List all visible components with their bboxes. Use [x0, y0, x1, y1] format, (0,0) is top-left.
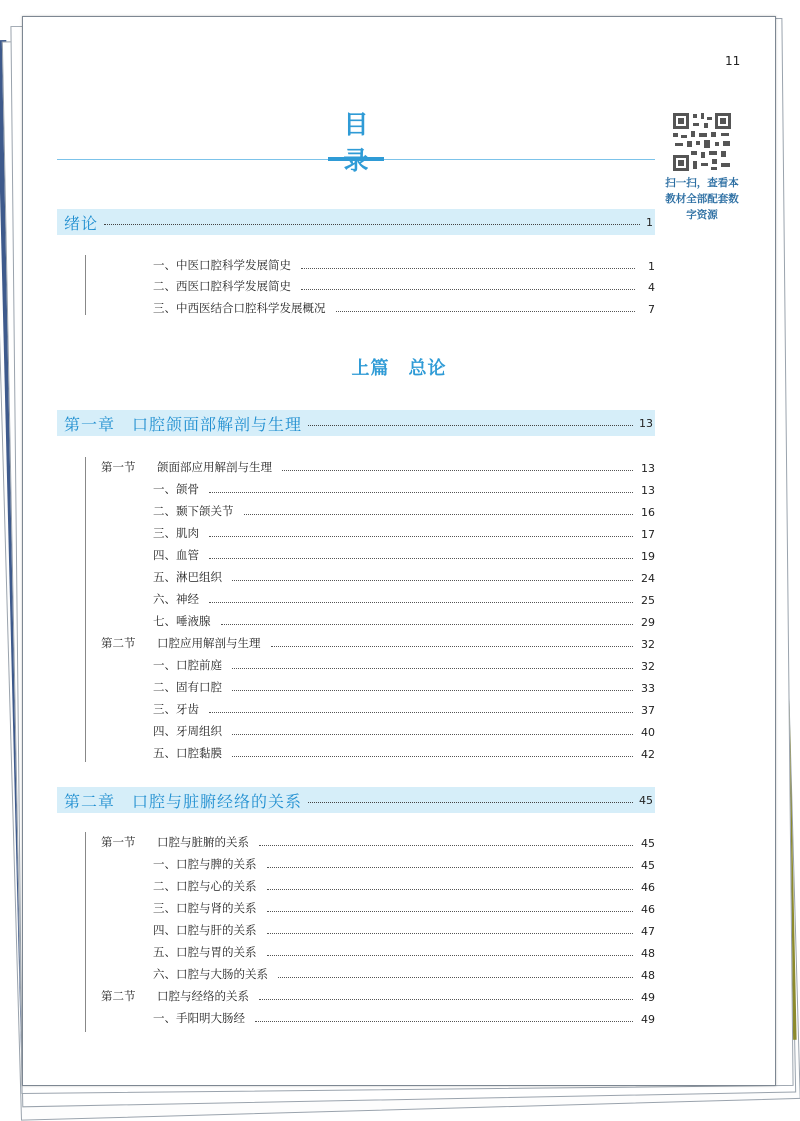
toc-section-entry[interactable] [101, 832, 655, 850]
entry-label: 六、神经 [153, 592, 199, 606]
leader-dots [336, 311, 636, 312]
section-number: 第二节 [101, 989, 136, 1003]
entry-page: 49 [641, 991, 655, 1004]
toc-entry[interactable] [153, 567, 655, 585]
toc-entry[interactable] [153, 699, 655, 717]
toc-entry[interactable] [153, 589, 655, 607]
toc-entry[interactable] [153, 964, 655, 982]
entry-label: 三、牙齿 [153, 702, 199, 716]
part-title: 上篇 总论 [351, 358, 447, 379]
leader-dots [209, 712, 633, 713]
leader-dots [308, 802, 633, 803]
section-label: 口腔与经络的关系 [157, 989, 249, 1003]
toc-section-entry[interactable] [101, 986, 655, 1004]
entry-page: 25 [641, 594, 655, 607]
intro-heading[interactable] [57, 209, 655, 235]
entry-label: 一、中医口腔科学发展简史 [153, 258, 291, 272]
chapter-page: 45 [639, 793, 653, 807]
leader-dots [278, 977, 633, 978]
leader-dots [267, 911, 634, 912]
toc-section-entry[interactable] [101, 633, 655, 651]
toc-entry[interactable] [153, 920, 655, 938]
entry-label: 一、口腔与脾的关系 [153, 857, 257, 871]
page-title: 目 [343, 110, 383, 139]
entry-label: 二、西医口腔科学发展简史 [153, 279, 291, 293]
entry-page: 4 [648, 281, 655, 294]
toc-entry[interactable] [153, 276, 655, 294]
leader-dots [232, 734, 633, 735]
entry-page: 49 [641, 1013, 655, 1026]
leader-dots [267, 933, 634, 934]
chapter-heading[interactable] [57, 787, 655, 813]
toc-section-entry[interactable] [101, 457, 655, 475]
entry-page: 17 [641, 528, 655, 541]
leader-dots [259, 845, 633, 846]
entry-label: 四、牙周组织 [153, 724, 222, 738]
toc-entry[interactable] [153, 545, 655, 563]
chapter-heading[interactable] [57, 410, 655, 436]
intro-title: 绪论 [64, 213, 99, 233]
leader-dots [232, 690, 633, 691]
toc-entry[interactable] [153, 876, 655, 894]
entry-page: 47 [641, 925, 655, 938]
section-number: 第一节 [101, 835, 136, 849]
leader-dots [255, 1021, 633, 1022]
toc-entry[interactable] [153, 677, 655, 695]
leader-dots [209, 492, 633, 493]
leader-dots [221, 624, 634, 625]
section-number: 第一节 [101, 460, 136, 474]
entry-label: 四、血管 [153, 548, 199, 562]
leader-dots [232, 580, 633, 581]
entry-page: 16 [641, 506, 655, 519]
entry-page: 7 [648, 303, 655, 316]
bracket-line [85, 832, 86, 1032]
entry-page: 46 [641, 903, 655, 916]
entry-label: 三、肌肉 [153, 526, 199, 540]
entry-label: 四、口腔与肝的关系 [153, 923, 257, 937]
entry-label: 三、口腔与肾的关系 [153, 901, 257, 915]
bracket-line [85, 255, 86, 315]
entry-page: 19 [641, 550, 655, 563]
entry-page: 1 [648, 260, 655, 273]
entry-page: 33 [641, 682, 655, 695]
toc-page [22, 16, 776, 1086]
entry-page: 37 [641, 704, 655, 717]
chapter-title: 第一章 口腔颌面部解剖与生理 [64, 414, 303, 434]
entry-label: 五、口腔与胃的关系 [153, 945, 257, 959]
toc-entry[interactable] [153, 655, 655, 673]
leader-dots [301, 289, 635, 290]
entry-page: 32 [641, 638, 655, 651]
entry-page: 13 [641, 484, 655, 497]
leader-dots [267, 955, 634, 956]
leader-dots [282, 470, 633, 471]
section-label: 口腔应用解剖与生理 [157, 636, 261, 650]
entry-label: 二、颞下颌关节 [153, 504, 234, 518]
entry-page: 24 [641, 572, 655, 585]
chapter-page: 13 [639, 416, 653, 430]
entry-label: 三、中西医结合口腔科学发展概况 [153, 301, 326, 315]
qr-caption: 扫一扫，查看本教材全部配套数字资源 [665, 177, 739, 221]
entry-page: 45 [641, 859, 655, 872]
entry-page: 45 [641, 837, 655, 850]
leader-dots [104, 224, 640, 225]
leader-dots [232, 756, 633, 757]
toc-entry[interactable] [153, 255, 655, 273]
qr-code[interactable] [671, 111, 733, 173]
entry-page: 29 [641, 616, 655, 629]
entry-label: 二、口腔与心的关系 [153, 879, 257, 893]
leader-dots [267, 889, 634, 890]
entry-label: 一、手阳明大肠经 [153, 1011, 245, 1025]
entry-page: 48 [641, 969, 655, 982]
page-number: 11 [725, 54, 741, 68]
leader-dots [308, 425, 633, 426]
section-label: 口腔与脏腑的关系 [157, 835, 249, 849]
entry-page: 13 [641, 462, 655, 475]
leader-dots [209, 558, 633, 559]
entry-label: 六、口腔与大肠的关系 [153, 967, 268, 981]
leader-dots [209, 602, 633, 603]
entry-label: 五、淋巴组织 [153, 570, 222, 584]
entry-page: 32 [641, 660, 655, 673]
leader-dots [244, 514, 634, 515]
entry-label: 七、唾液腺 [153, 614, 211, 628]
leader-dots [267, 867, 634, 868]
toc-entry[interactable] [153, 1008, 655, 1026]
section-number: 第二节 [101, 636, 136, 650]
toc-entry[interactable] [153, 501, 655, 519]
toc-entry[interactable] [153, 298, 655, 316]
leader-dots [232, 668, 633, 669]
toc-entry[interactable] [153, 611, 655, 629]
toc-entry[interactable] [153, 854, 655, 872]
leader-dots [209, 536, 633, 537]
entry-page: 46 [641, 881, 655, 894]
leader-dots [301, 268, 635, 269]
entry-label: 二、固有口腔 [153, 680, 222, 694]
entry-label: 一、口腔前庭 [153, 658, 222, 672]
leader-dots [259, 999, 633, 1000]
qr-code-icon [671, 111, 733, 173]
entry-label: 一、颌骨 [153, 482, 199, 496]
bracket-line [85, 457, 86, 762]
toc-entry[interactable] [153, 743, 655, 761]
leader-dots [271, 646, 634, 647]
title-accent-bar [328, 157, 384, 161]
toc-entry[interactable] [153, 523, 655, 541]
entry-page: 42 [641, 748, 655, 761]
entry-label: 五、口腔黏膜 [153, 746, 222, 760]
entry-page: 48 [641, 947, 655, 960]
toc-entry[interactable] [153, 721, 655, 739]
section-label: 颌面部应用解剖与生理 [157, 460, 272, 474]
toc-entry[interactable] [153, 479, 655, 497]
intro-page: 1 [646, 215, 653, 229]
toc-entry[interactable] [153, 942, 655, 960]
toc-entry[interactable] [153, 898, 655, 916]
entry-page: 40 [641, 726, 655, 739]
chapter-title: 第二章 口腔与脏腑经络的关系 [64, 791, 303, 811]
